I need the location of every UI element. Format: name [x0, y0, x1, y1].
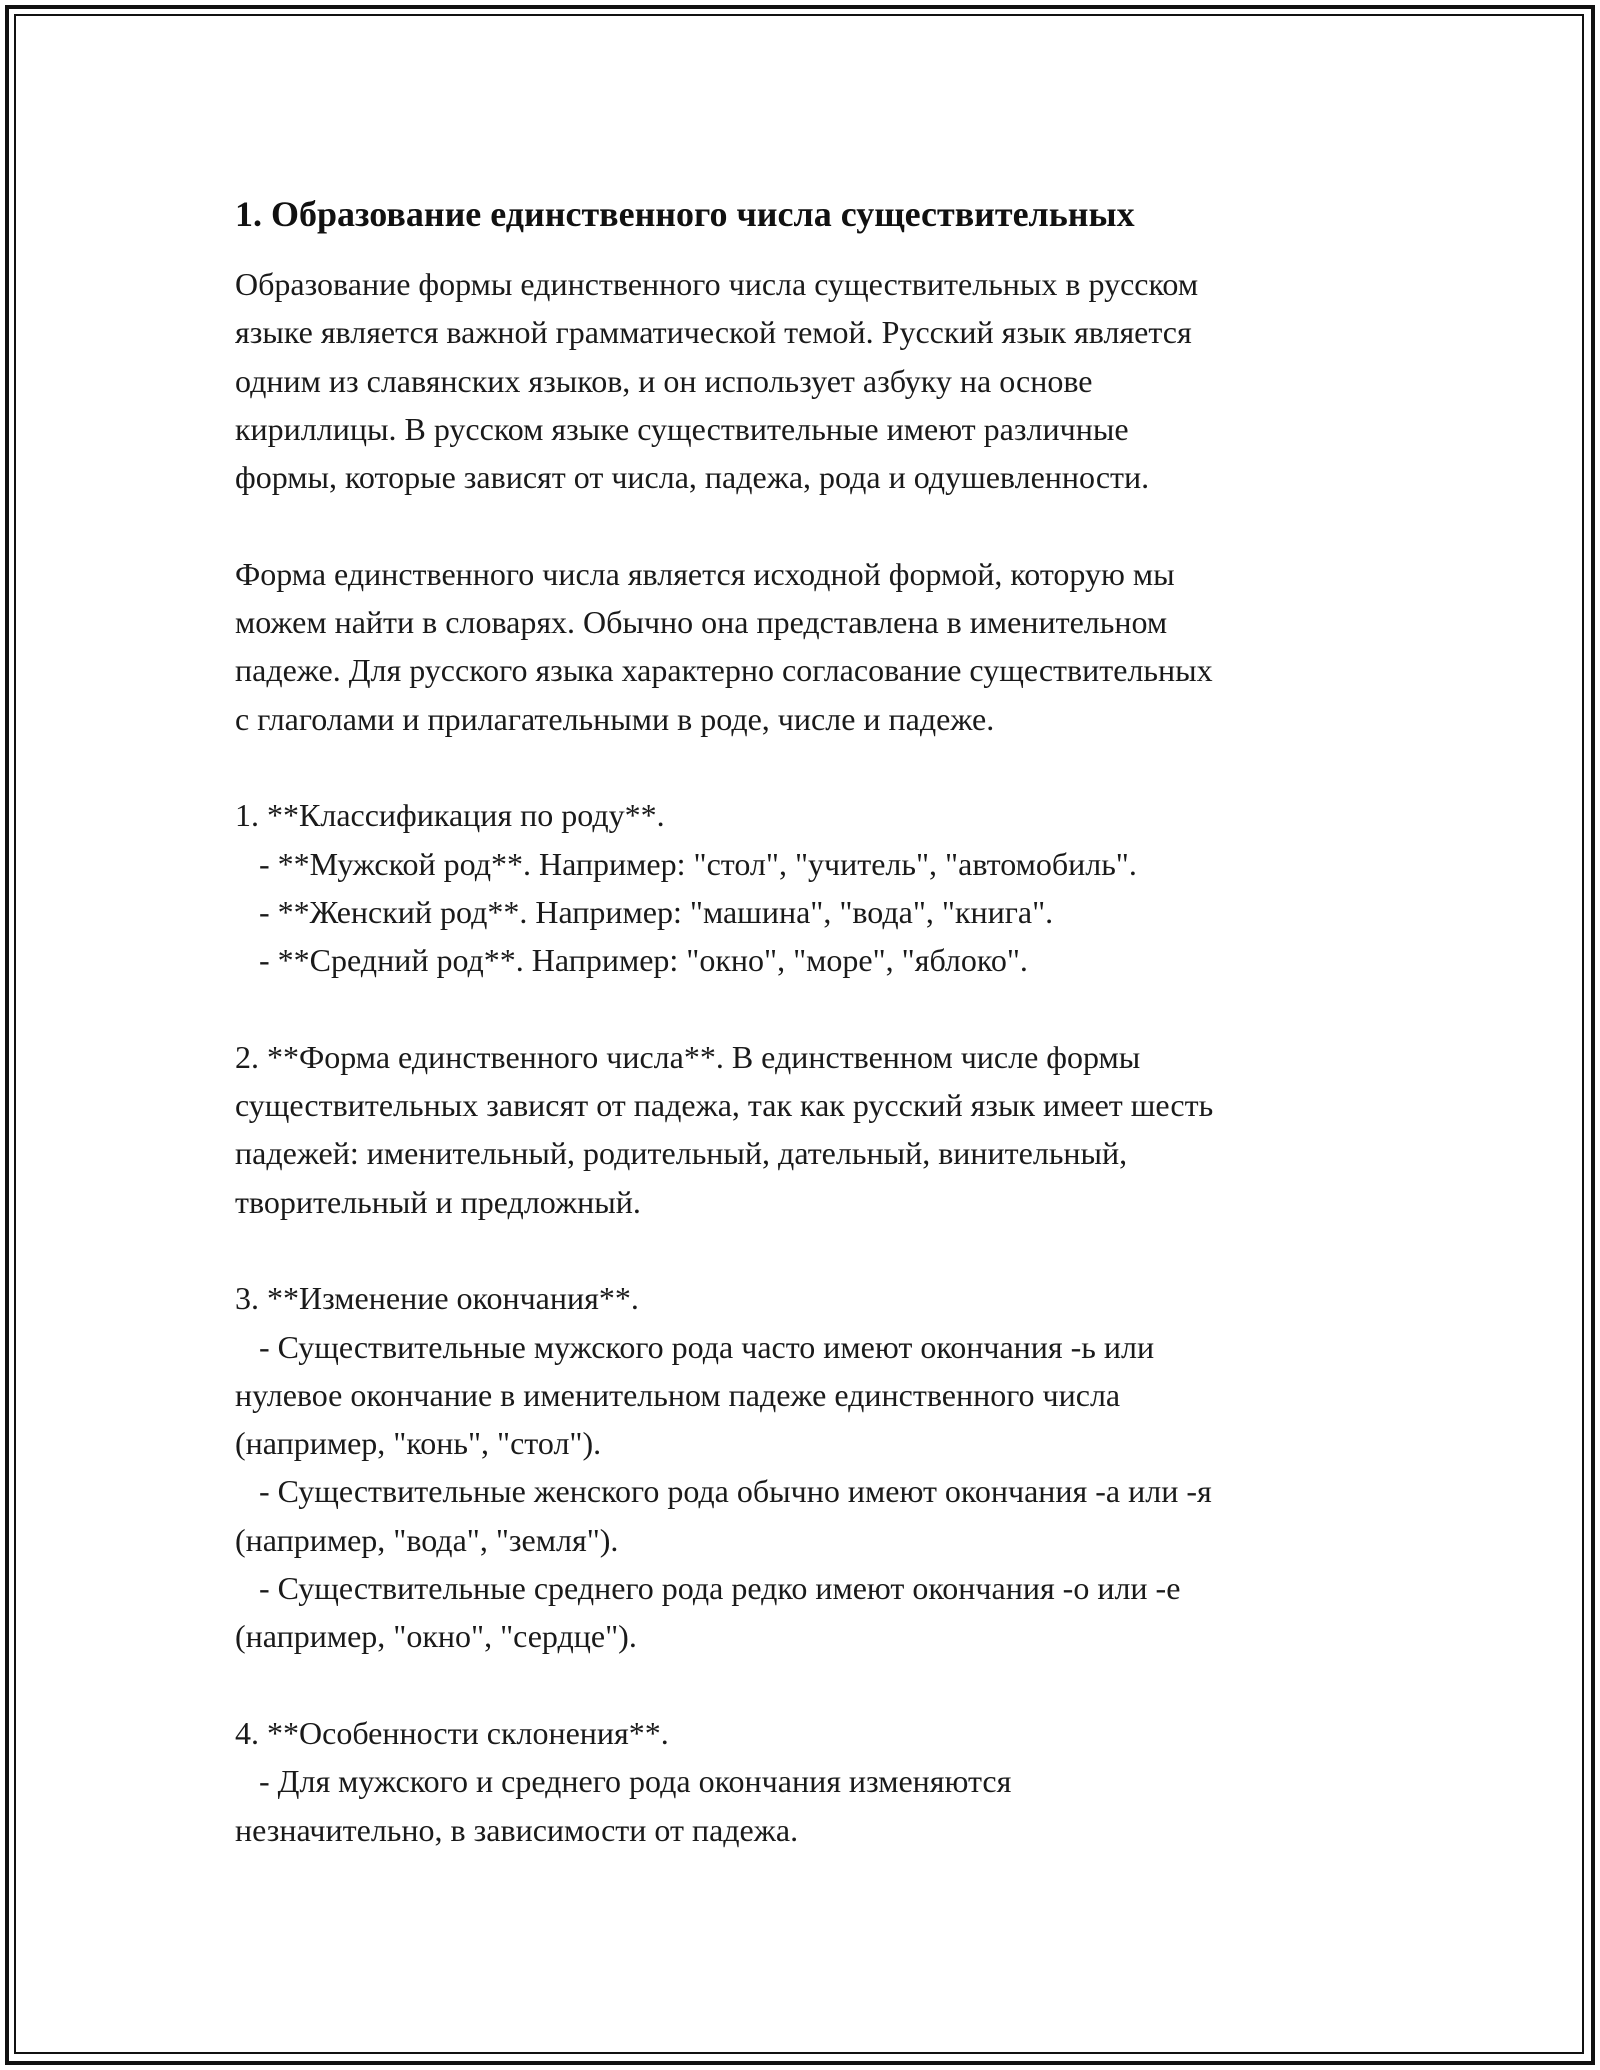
text-line: Образование формы единственного числа существительных в русском: [235, 266, 1199, 302]
paragraph-ending-changes: [235, 1274, 1395, 1660]
text-line: существительных зависят от падежа, так как русский язык имеет шесть: [235, 1087, 1214, 1124]
document-body: [235, 190, 1395, 1854]
text-line: творительный и предложный.: [235, 1183, 641, 1220]
text-line: нулевое окончание в именительном падеже единственного числа: [235, 1376, 1121, 1413]
paragraph-spacer: [235, 743, 1395, 791]
list-item: 1. **Классификация по роду**.: [235, 797, 665, 834]
paragraph-spacer: [235, 1226, 1395, 1274]
list-item: - Существительные мужского рода часто имеют окончания -ь или: [235, 1328, 1155, 1365]
list-item: 4. **Особенности склонения**.: [235, 1714, 669, 1751]
list-item: - Для мужского и среднего рода окончания изменяются: [235, 1763, 1012, 1800]
paragraph-declension: [235, 1709, 1395, 1854]
text-line: формы, которые зависят от числа, падежа, рода и одушевленности.: [235, 459, 1150, 496]
text-line: Форма единственного числа является исходной формой, которую мы: [235, 555, 1175, 592]
document-title: 1. Образование единственного числа существительных: [235, 194, 1135, 234]
text-line: можем найти в словарях. Обычно она представлена в именительном: [235, 604, 1168, 641]
list-item: 2. **Форма единственного числа**. В единственном числе формы: [235, 1038, 1141, 1075]
text-line: языке является важной грамматической темой. Русский язык является: [235, 314, 1192, 351]
paragraph-spacer: [235, 1661, 1395, 1709]
paragraph-spacer: [235, 984, 1395, 1032]
list-item: - **Средний род**. Например: "окно", "море", "яблоко".: [235, 942, 1028, 979]
text-line: падежей: именительный, родительный, дательный, винительный,: [235, 1135, 1128, 1172]
text-line: одним из славянских языков, и он использует азбуку на основе: [235, 362, 1093, 399]
list-item: - Существительные женского рода обычно имеют окончания -а или -я: [235, 1473, 1212, 1510]
text-line: (например, "вода", "земля").: [235, 1521, 619, 1558]
paragraph-case-forms: [235, 1033, 1395, 1226]
text-line: с глаголами и прилагательными в роде, числе и падеже.: [235, 700, 995, 737]
text-line: (например, "конь", "стол").: [235, 1425, 602, 1462]
list-item: - **Женский род**. Например: "машина", "вода", "книга".: [235, 893, 1054, 930]
paragraph-intro: [235, 260, 1395, 501]
text-line: кириллицы. В русском языке существительные имеют различные: [235, 410, 1129, 447]
list-item: - Существительные среднего рода редко имеют окончания -о или -е: [235, 1570, 1181, 1607]
paragraph-spacer: [235, 501, 1395, 549]
document-paragraphs: [235, 260, 1395, 1854]
list-item: 3. **Изменение окончания**.: [235, 1280, 639, 1317]
paragraph-singular-form: [235, 550, 1395, 743]
text-line: (например, "окно", "сердце").: [235, 1618, 637, 1655]
text-line: падеже. Для русского языка характерно согласование существительных: [235, 652, 1213, 689]
paragraph-gender-classification: [235, 791, 1395, 984]
list-item: - **Мужской род**. Например: "стол", "учитель", "автомобиль".: [235, 845, 1137, 882]
text-line: незначительно, в зависимости от падежа.: [235, 1811, 799, 1848]
